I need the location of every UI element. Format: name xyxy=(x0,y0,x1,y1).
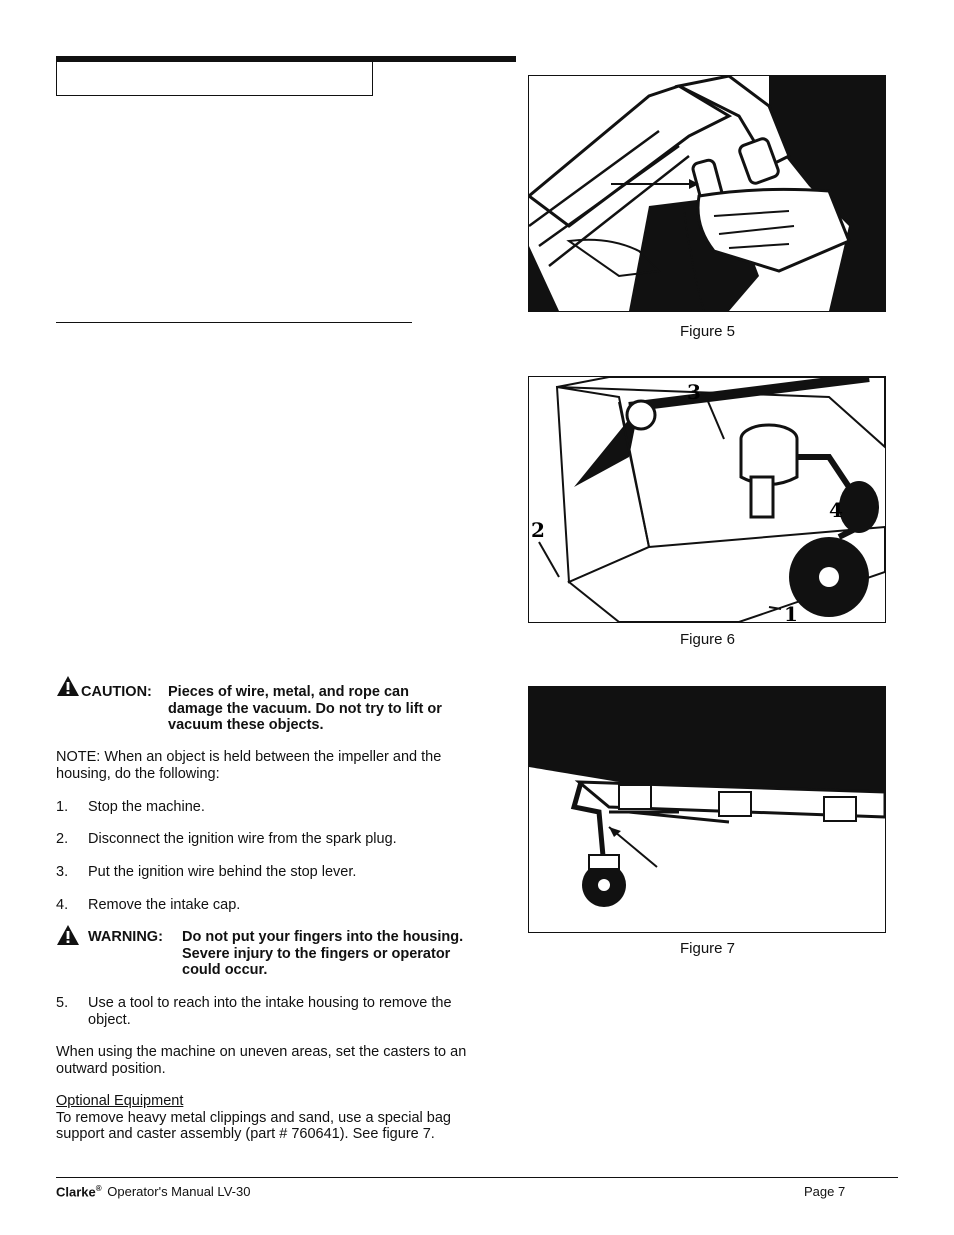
optional-line: support and caster assembly (part # 760641). See figure 7. xyxy=(56,1126,435,1142)
figure-7-caption: Figure 7 xyxy=(680,940,736,957)
warning-line: Severe injury to the fingers or operator xyxy=(182,945,451,962)
step-text: Put the ignition wire behind the stop lever. xyxy=(88,864,357,880)
warning-icon xyxy=(57,925,79,945)
step-number: 1. xyxy=(56,799,69,815)
warning-line: Do not put your fingers into the housing. xyxy=(182,929,464,945)
caution-line: vacuum these objects. xyxy=(168,717,324,733)
caution-line: Pieces of wire, metal, and rope can xyxy=(168,684,409,700)
uneven-line: outward position. xyxy=(56,1060,166,1077)
note-paragraph xyxy=(56,749,441,782)
step-text xyxy=(88,995,452,1028)
optional-line: To remove heavy metal clippings and sand, use a special bag xyxy=(56,1109,451,1126)
optional-section xyxy=(56,1093,451,1143)
figure-6-caption: Figure 6 xyxy=(680,631,736,648)
step-number: 3. xyxy=(56,864,69,880)
note-line: NOTE: When an object is held between the impeller and the xyxy=(56,749,442,765)
callout-4: 4 xyxy=(829,498,843,522)
footer-registered-mark: ® xyxy=(95,1184,102,1193)
section-rule xyxy=(56,322,412,323)
note-line: housing, do the following: xyxy=(56,765,220,782)
figure-6-image xyxy=(528,376,886,623)
callout-1: 1 xyxy=(784,602,798,622)
callout-3: 3 xyxy=(687,380,701,404)
step-number: 4. xyxy=(56,897,69,913)
caution-label: CAUTION: xyxy=(81,684,152,700)
caution-line: damage the vacuum. Do not try to lift or xyxy=(168,700,442,717)
uneven-paragraph xyxy=(56,1044,466,1077)
step-text: Remove the intake cap. xyxy=(88,897,241,913)
uneven-line: When using the machine on uneven areas, set the casters to an xyxy=(56,1044,467,1060)
caution-icon xyxy=(57,676,79,696)
warning-label: WARNING: xyxy=(88,929,163,945)
footer-manual-title: Operator's Manual LV-30 xyxy=(107,1184,251,1200)
warning-line: could occur. xyxy=(182,962,268,978)
warning-text xyxy=(182,929,463,979)
step-line: object. xyxy=(88,1011,131,1028)
figure-5-caption: Figure 5 xyxy=(680,323,736,340)
footer-brand: Clarke xyxy=(56,1184,96,1200)
caution-text xyxy=(168,684,442,734)
step-number: 5. xyxy=(56,995,69,1011)
step-number: 2. xyxy=(56,831,69,847)
title-box xyxy=(56,62,373,96)
footer-left xyxy=(56,1184,250,1199)
figure-5-image xyxy=(528,75,886,312)
step-text: Disconnect the ignition wire from the spark plug. xyxy=(88,831,397,847)
footer-rule xyxy=(56,1177,898,1178)
callout-2: 2 xyxy=(531,518,545,542)
optional-heading: Optional Equipment xyxy=(56,1093,184,1109)
step-line: Use a tool to reach into the intake housing to remove the xyxy=(88,995,452,1011)
figure-7-image xyxy=(528,686,886,933)
footer-page-number: Page 7 xyxy=(804,1184,846,1199)
step-text: Stop the machine. xyxy=(88,799,205,815)
